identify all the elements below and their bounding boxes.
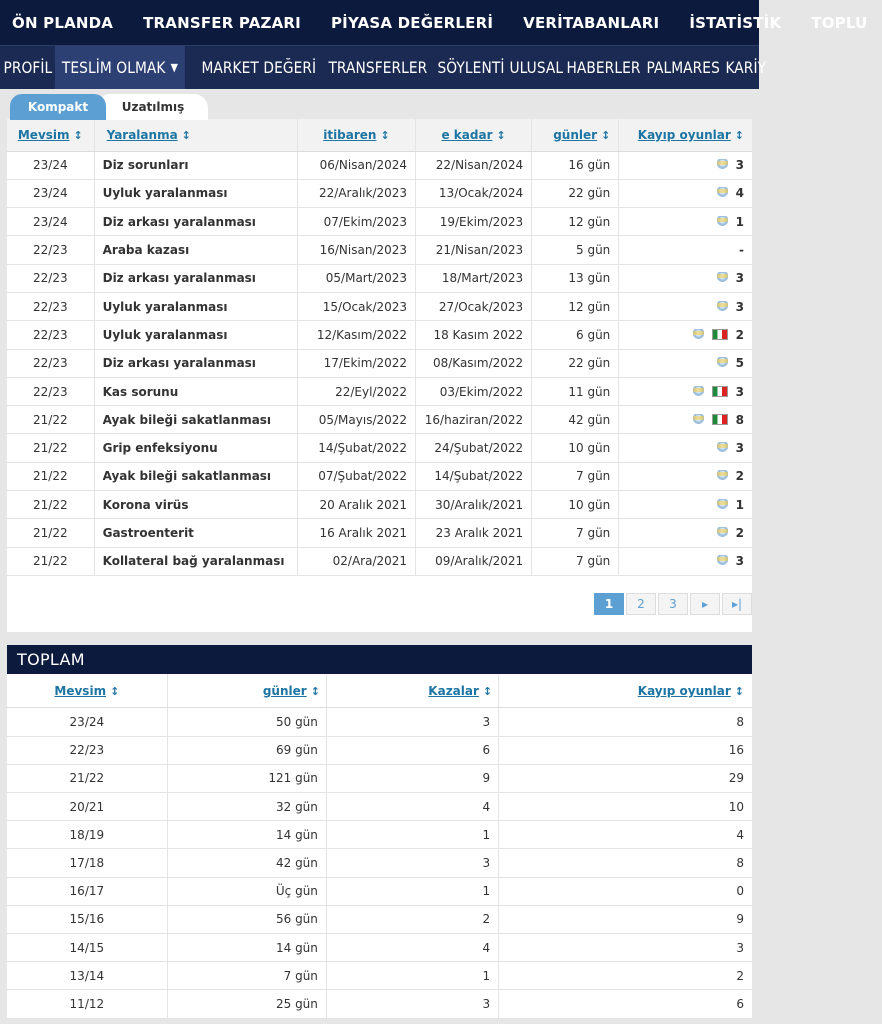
season-cell: 21/22	[7, 519, 94, 547]
cases-cell: 1	[326, 962, 498, 990]
from-cell: 22/Aralık/2023	[297, 179, 415, 207]
season-cell: 22/23	[7, 292, 94, 320]
season-cell: 16/17	[7, 877, 167, 905]
pagination	[7, 576, 752, 632]
days-cell: Üç gün	[167, 877, 326, 905]
page-button[interactable]: 2	[626, 593, 656, 615]
club-crest-icon[interactable]	[717, 442, 728, 454]
from-cell: 22/Eyl/2022	[297, 377, 415, 405]
injury-cell: Kas sorunu	[94, 377, 297, 405]
col-cases-header[interactable]: Kazalar ↕	[326, 674, 498, 708]
season-cell: 22/23	[7, 236, 94, 264]
season-cell: 21/22	[7, 462, 94, 490]
days-cell: 7 gün	[532, 547, 619, 575]
col-games-header[interactable]: Kayıp oyunlar ↕	[619, 119, 752, 151]
missed-games-value: 3	[735, 158, 744, 173]
until-cell: 09/Aralık/2021	[416, 547, 532, 575]
injury-cell: Ayak bileği sakatlanması	[94, 406, 297, 434]
days-cell: 25 gün	[167, 990, 326, 1018]
games-cell: 0	[499, 877, 752, 905]
days-cell: 10 gün	[532, 491, 619, 519]
missed-games-value: 2	[735, 526, 744, 540]
days-cell: 22 gün	[532, 179, 619, 207]
sub-nav-label: SÖYLENTİ	[437, 58, 505, 77]
season-cell: 15/16	[7, 905, 167, 933]
club-crest-icon[interactable]	[693, 386, 704, 398]
season-cell: 21/22	[7, 434, 94, 462]
injury-table-header	[7, 119, 752, 151]
table-row	[7, 519, 752, 547]
sub-nav-label: PROFİL	[3, 58, 53, 77]
top-nav-item[interactable]: TRANSFER PAZARI	[143, 13, 301, 32]
season-cell: 20/21	[7, 793, 167, 821]
club-crest-icon[interactable]	[717, 357, 728, 369]
tab-uzatilmis[interactable]: Uzatılmış	[98, 94, 208, 120]
missed-games-value: 1	[735, 497, 744, 512]
top-nav-item[interactable]: ÖN PLANDA	[12, 13, 114, 32]
missed-games-value: 8	[735, 412, 744, 427]
games-cell	[619, 434, 752, 462]
view-tabs	[0, 89, 759, 119]
games-cell	[619, 519, 752, 547]
sort-icon: ↕	[496, 128, 506, 142]
until-cell: 03/Ekim/2022	[416, 377, 532, 405]
until-cell: 18/Mart/2023	[416, 264, 532, 292]
table-row	[7, 764, 752, 792]
from-cell: 05/Mayıs/2022	[297, 406, 415, 434]
club-crest-icon[interactable]	[717, 527, 728, 539]
club-crest-icon[interactable]	[717, 301, 728, 313]
club-crest-icon[interactable]	[717, 499, 728, 511]
sub-nav-label: TRANSFERLER	[328, 58, 428, 77]
season-cell: 13/14	[7, 962, 167, 990]
sub-nav-item[interactable]	[198, 46, 320, 89]
season-cell: 18/19	[7, 821, 167, 849]
missed-games-value: 2	[735, 469, 744, 484]
games-cell: 6	[499, 990, 752, 1018]
table-row	[7, 236, 752, 264]
col-days-header[interactable]: günler ↕	[532, 119, 619, 151]
missed-games-value: 3	[735, 554, 744, 569]
from-cell: 07/Ekim/2023	[297, 208, 415, 236]
season-cell: 23/24	[7, 208, 94, 236]
sort-icon: ↕	[110, 684, 120, 698]
games-cell	[619, 236, 752, 264]
sub-nav-item[interactable]	[722, 46, 770, 89]
until-cell: 14/Şubat/2022	[416, 462, 532, 490]
cases-cell: 3	[326, 849, 498, 877]
games-cell	[619, 349, 752, 377]
days-cell: 121 gün	[167, 764, 326, 792]
table-row	[7, 264, 752, 292]
injury-cell: Gastroenterit	[94, 519, 297, 547]
table-row	[7, 905, 752, 933]
top-nav-item[interactable]: TOPLU	[811, 13, 868, 32]
season-cell: 21/22	[7, 406, 94, 434]
sort-icon: ↕	[734, 684, 744, 698]
italy-flag-icon[interactable]	[712, 386, 728, 397]
cases-cell: 4	[326, 933, 498, 961]
sub-nav-label: MARKET DEĞERİ	[201, 58, 317, 77]
games-cell	[619, 321, 752, 349]
sub-nav-item[interactable]	[563, 46, 644, 89]
col-days-header[interactable]: günler ↕	[167, 674, 326, 708]
club-crest-icon[interactable]	[717, 470, 728, 482]
injury-table	[7, 119, 752, 576]
col-injury-header[interactable]: Yaralanma ↕	[94, 119, 297, 151]
col-season-header[interactable]: Mevsim ↕	[7, 674, 167, 708]
from-cell: 15/Ocak/2023	[297, 292, 415, 320]
sub-nav-label: PALMARES	[646, 58, 720, 77]
sub-nav-item[interactable]	[643, 46, 723, 89]
season-cell: 23/24	[7, 151, 94, 179]
from-cell: 16 Aralık 2021	[297, 519, 415, 547]
until-cell: 19/Ekim/2023	[416, 208, 532, 236]
missed-games-value: 3	[735, 299, 744, 314]
club-crest-icon[interactable]	[693, 414, 704, 426]
from-cell: 02/Ara/2021	[297, 547, 415, 575]
injury-cell: Diz arkası yaralanması	[94, 208, 297, 236]
days-cell: 5 gün	[532, 236, 619, 264]
italy-flag-icon[interactable]	[712, 414, 728, 425]
table-row	[7, 849, 752, 877]
table-row	[7, 179, 752, 207]
last-page-button[interactable]: ▸|	[722, 593, 752, 615]
until-cell: 16/haziran/2022	[416, 406, 532, 434]
club-crest-icon[interactable]	[693, 329, 704, 341]
season-cell: 21/22	[7, 491, 94, 519]
totals-table	[7, 674, 752, 1019]
from-cell: 06/Nisan/2024	[297, 151, 415, 179]
totals-title: TOPLAM	[7, 645, 752, 674]
days-cell: 56 gün	[167, 905, 326, 933]
days-cell: 32 gün	[167, 793, 326, 821]
injury-history-panel	[7, 119, 752, 632]
sub-nav-item[interactable]	[506, 46, 567, 89]
from-cell: 20 Aralık 2021	[297, 491, 415, 519]
from-cell: 07/Şubat/2022	[297, 462, 415, 490]
top-nav-item[interactable]: VERİTABANLARI	[523, 13, 660, 32]
games-cell: 2	[499, 962, 752, 990]
until-cell: 27/Ocak/2023	[416, 292, 532, 320]
sort-icon: ↕	[73, 128, 83, 142]
games-cell: 4	[499, 821, 752, 849]
games-cell	[619, 208, 752, 236]
days-cell: 22 gün	[532, 349, 619, 377]
table-row	[7, 708, 752, 736]
injury-cell: Grip enfeksiyonu	[94, 434, 297, 462]
col-games-header[interactable]: Kayıp oyunlar ↕	[499, 674, 752, 708]
table-row	[7, 933, 752, 961]
season-cell: 22/23	[7, 264, 94, 292]
from-cell: 12/Kasım/2022	[297, 321, 415, 349]
sort-icon: ↕	[601, 128, 611, 142]
missed-games-value: 5	[735, 356, 744, 371]
table-row	[7, 821, 752, 849]
table-row	[7, 434, 752, 462]
days-cell: 42 gün	[532, 406, 619, 434]
games-cell: 3	[499, 933, 752, 961]
injury-cell: Uyluk yaralanması	[94, 292, 297, 320]
table-row	[7, 292, 752, 320]
top-nav-item[interactable]: PİYASA DEĞERLERİ	[330, 13, 494, 32]
missed-games-value: 4	[735, 186, 744, 201]
injury-cell: Kollateral bağ yaralanması	[94, 547, 297, 575]
club-crest-icon[interactable]	[717, 187, 728, 199]
season-cell: 21/22	[7, 764, 167, 792]
until-cell: 23 Aralık 2021	[416, 519, 532, 547]
season-cell: 23/24	[7, 708, 167, 736]
until-cell: 18 Kasım 2022	[416, 321, 532, 349]
injury-cell: Diz arkası yaralanması	[94, 264, 297, 292]
season-cell: 11/12	[7, 990, 167, 1018]
games-cell	[619, 406, 752, 434]
sort-icon: ↕	[310, 684, 320, 698]
table-row	[7, 151, 752, 179]
sort-icon: ↕	[734, 128, 744, 142]
table-row	[7, 736, 752, 764]
club-crest-icon[interactable]	[717, 555, 728, 567]
cases-cell: 3	[326, 708, 498, 736]
sub-nav-item[interactable]	[434, 46, 508, 89]
season-cell: 17/18	[7, 849, 167, 877]
top-nav-item[interactable]: İSTATİSTİK	[689, 13, 782, 32]
table-row	[7, 962, 752, 990]
cases-cell: 3	[326, 990, 498, 1018]
from-cell: 17/Ekim/2022	[297, 349, 415, 377]
days-cell: 7 gün	[167, 962, 326, 990]
tab-kompakt[interactable]: Kompakt	[10, 94, 106, 120]
games-cell	[619, 179, 752, 207]
cases-cell: 1	[326, 821, 498, 849]
totals-panel	[7, 645, 752, 1019]
sub-nav-label: ULUSAL	[509, 58, 564, 77]
injury-cell: Diz arkası yaralanması	[94, 349, 297, 377]
season-cell: 22/23	[7, 736, 167, 764]
sub-nav-label: KARİY	[725, 58, 767, 77]
games-cell: 10	[499, 793, 752, 821]
table-row	[7, 491, 752, 519]
days-cell: 12 gün	[532, 208, 619, 236]
games-cell: 8	[499, 849, 752, 877]
missed-games-value: -	[739, 243, 744, 258]
table-row	[7, 990, 752, 1018]
table-row	[7, 349, 752, 377]
sub-nav-item[interactable]	[0, 46, 56, 89]
from-cell: 16/Nisan/2023	[297, 236, 415, 264]
top-navigation	[0, 0, 868, 45]
season-cell: 22/23	[7, 349, 94, 377]
table-row	[7, 547, 752, 575]
next-page-button[interactable]: ▸	[690, 593, 720, 615]
games-cell: 16	[499, 736, 752, 764]
season-cell: 22/23	[7, 377, 94, 405]
cases-cell: 6	[326, 736, 498, 764]
games-cell	[619, 491, 752, 519]
cases-cell: 4	[326, 793, 498, 821]
cases-cell: 1	[326, 877, 498, 905]
days-cell: 13 gün	[532, 264, 619, 292]
table-row	[7, 208, 752, 236]
sub-nav-label: HABERLER	[566, 58, 641, 77]
games-cell: 29	[499, 764, 752, 792]
sort-icon: ↕	[482, 684, 493, 698]
injury-cell: Araba kazası	[94, 236, 297, 264]
col-until-header[interactable]: e kadar ↕	[416, 119, 532, 151]
games-cell: 8	[499, 708, 752, 736]
injury-cell: Uyluk yaralanması	[94, 179, 297, 207]
days-cell: 14 gün	[167, 821, 326, 849]
days-cell: 14 gün	[167, 933, 326, 961]
sort-icon: ↕	[380, 128, 390, 142]
until-cell: 24/Şubat/2022	[416, 434, 532, 462]
until-cell: 13/Ocak/2024	[416, 179, 532, 207]
season-cell: 14/15	[7, 933, 167, 961]
season-cell: 22/23	[7, 321, 94, 349]
club-crest-icon[interactable]	[717, 216, 728, 228]
games-cell	[619, 264, 752, 292]
cases-cell: 2	[326, 905, 498, 933]
sub-navigation	[0, 45, 767, 89]
until-cell: 22/Nisan/2024	[416, 151, 532, 179]
page-button[interactable]: 1	[594, 593, 624, 615]
days-cell: 16 gün	[532, 151, 619, 179]
injury-cell: Diz sorunları	[94, 151, 297, 179]
sort-icon: ↕	[181, 128, 191, 142]
days-cell: 11 gün	[532, 377, 619, 405]
games-cell	[619, 377, 752, 405]
days-cell: 42 gün	[167, 849, 326, 877]
sub-nav-item[interactable]	[55, 46, 185, 89]
missed-games-value: 3	[735, 384, 744, 399]
season-cell: 23/24	[7, 179, 94, 207]
days-cell: 69 gün	[167, 736, 326, 764]
sub-nav-item[interactable]	[325, 46, 431, 89]
missed-games-value: 1	[735, 214, 744, 229]
until-cell: 08/Kasım/2022	[416, 349, 532, 377]
games-cell	[619, 151, 752, 179]
days-cell: 12 gün	[532, 292, 619, 320]
caret-down-icon: ▼	[170, 61, 178, 74]
from-cell: 14/Şubat/2022	[297, 434, 415, 462]
days-cell: 10 gün	[532, 434, 619, 462]
injury-cell: Uyluk yaralanması	[94, 321, 297, 349]
games-cell	[619, 547, 752, 575]
col-season-header[interactable]: Mevsim ↕	[7, 119, 94, 151]
missed-games-value: 2	[735, 327, 744, 342]
italy-flag-icon[interactable]	[712, 329, 728, 340]
until-cell: 21/Nisan/2023	[416, 236, 532, 264]
col-from-header[interactable]: itibaren ↕	[297, 119, 415, 151]
days-cell: 7 gün	[532, 519, 619, 547]
season-cell: 21/22	[7, 547, 94, 575]
injury-cell: Ayak bileği sakatlanması	[94, 462, 297, 490]
table-row	[7, 462, 752, 490]
sub-nav-label: TESLİM OLMAK	[61, 58, 166, 77]
table-row	[7, 793, 752, 821]
table-row	[7, 321, 752, 349]
table-row	[7, 377, 752, 405]
cases-cell: 9	[326, 764, 498, 792]
games-cell	[619, 292, 752, 320]
missed-games-value: 3	[735, 271, 744, 286]
club-crest-icon[interactable]	[717, 159, 728, 171]
injury-cell: Korona virüs	[94, 491, 297, 519]
club-crest-icon[interactable]	[717, 272, 728, 284]
days-cell: 7 gün	[532, 462, 619, 490]
games-cell	[619, 462, 752, 490]
days-cell: 50 gün	[167, 708, 326, 736]
until-cell: 30/Aralık/2021	[416, 491, 532, 519]
games-cell: 9	[499, 905, 752, 933]
page-button[interactable]: 3	[658, 593, 688, 615]
missed-games-value: 3	[735, 441, 744, 456]
table-row	[7, 877, 752, 905]
table-row	[7, 406, 752, 434]
totals-table-header	[7, 674, 752, 708]
days-cell: 6 gün	[532, 321, 619, 349]
from-cell: 05/Mart/2023	[297, 264, 415, 292]
